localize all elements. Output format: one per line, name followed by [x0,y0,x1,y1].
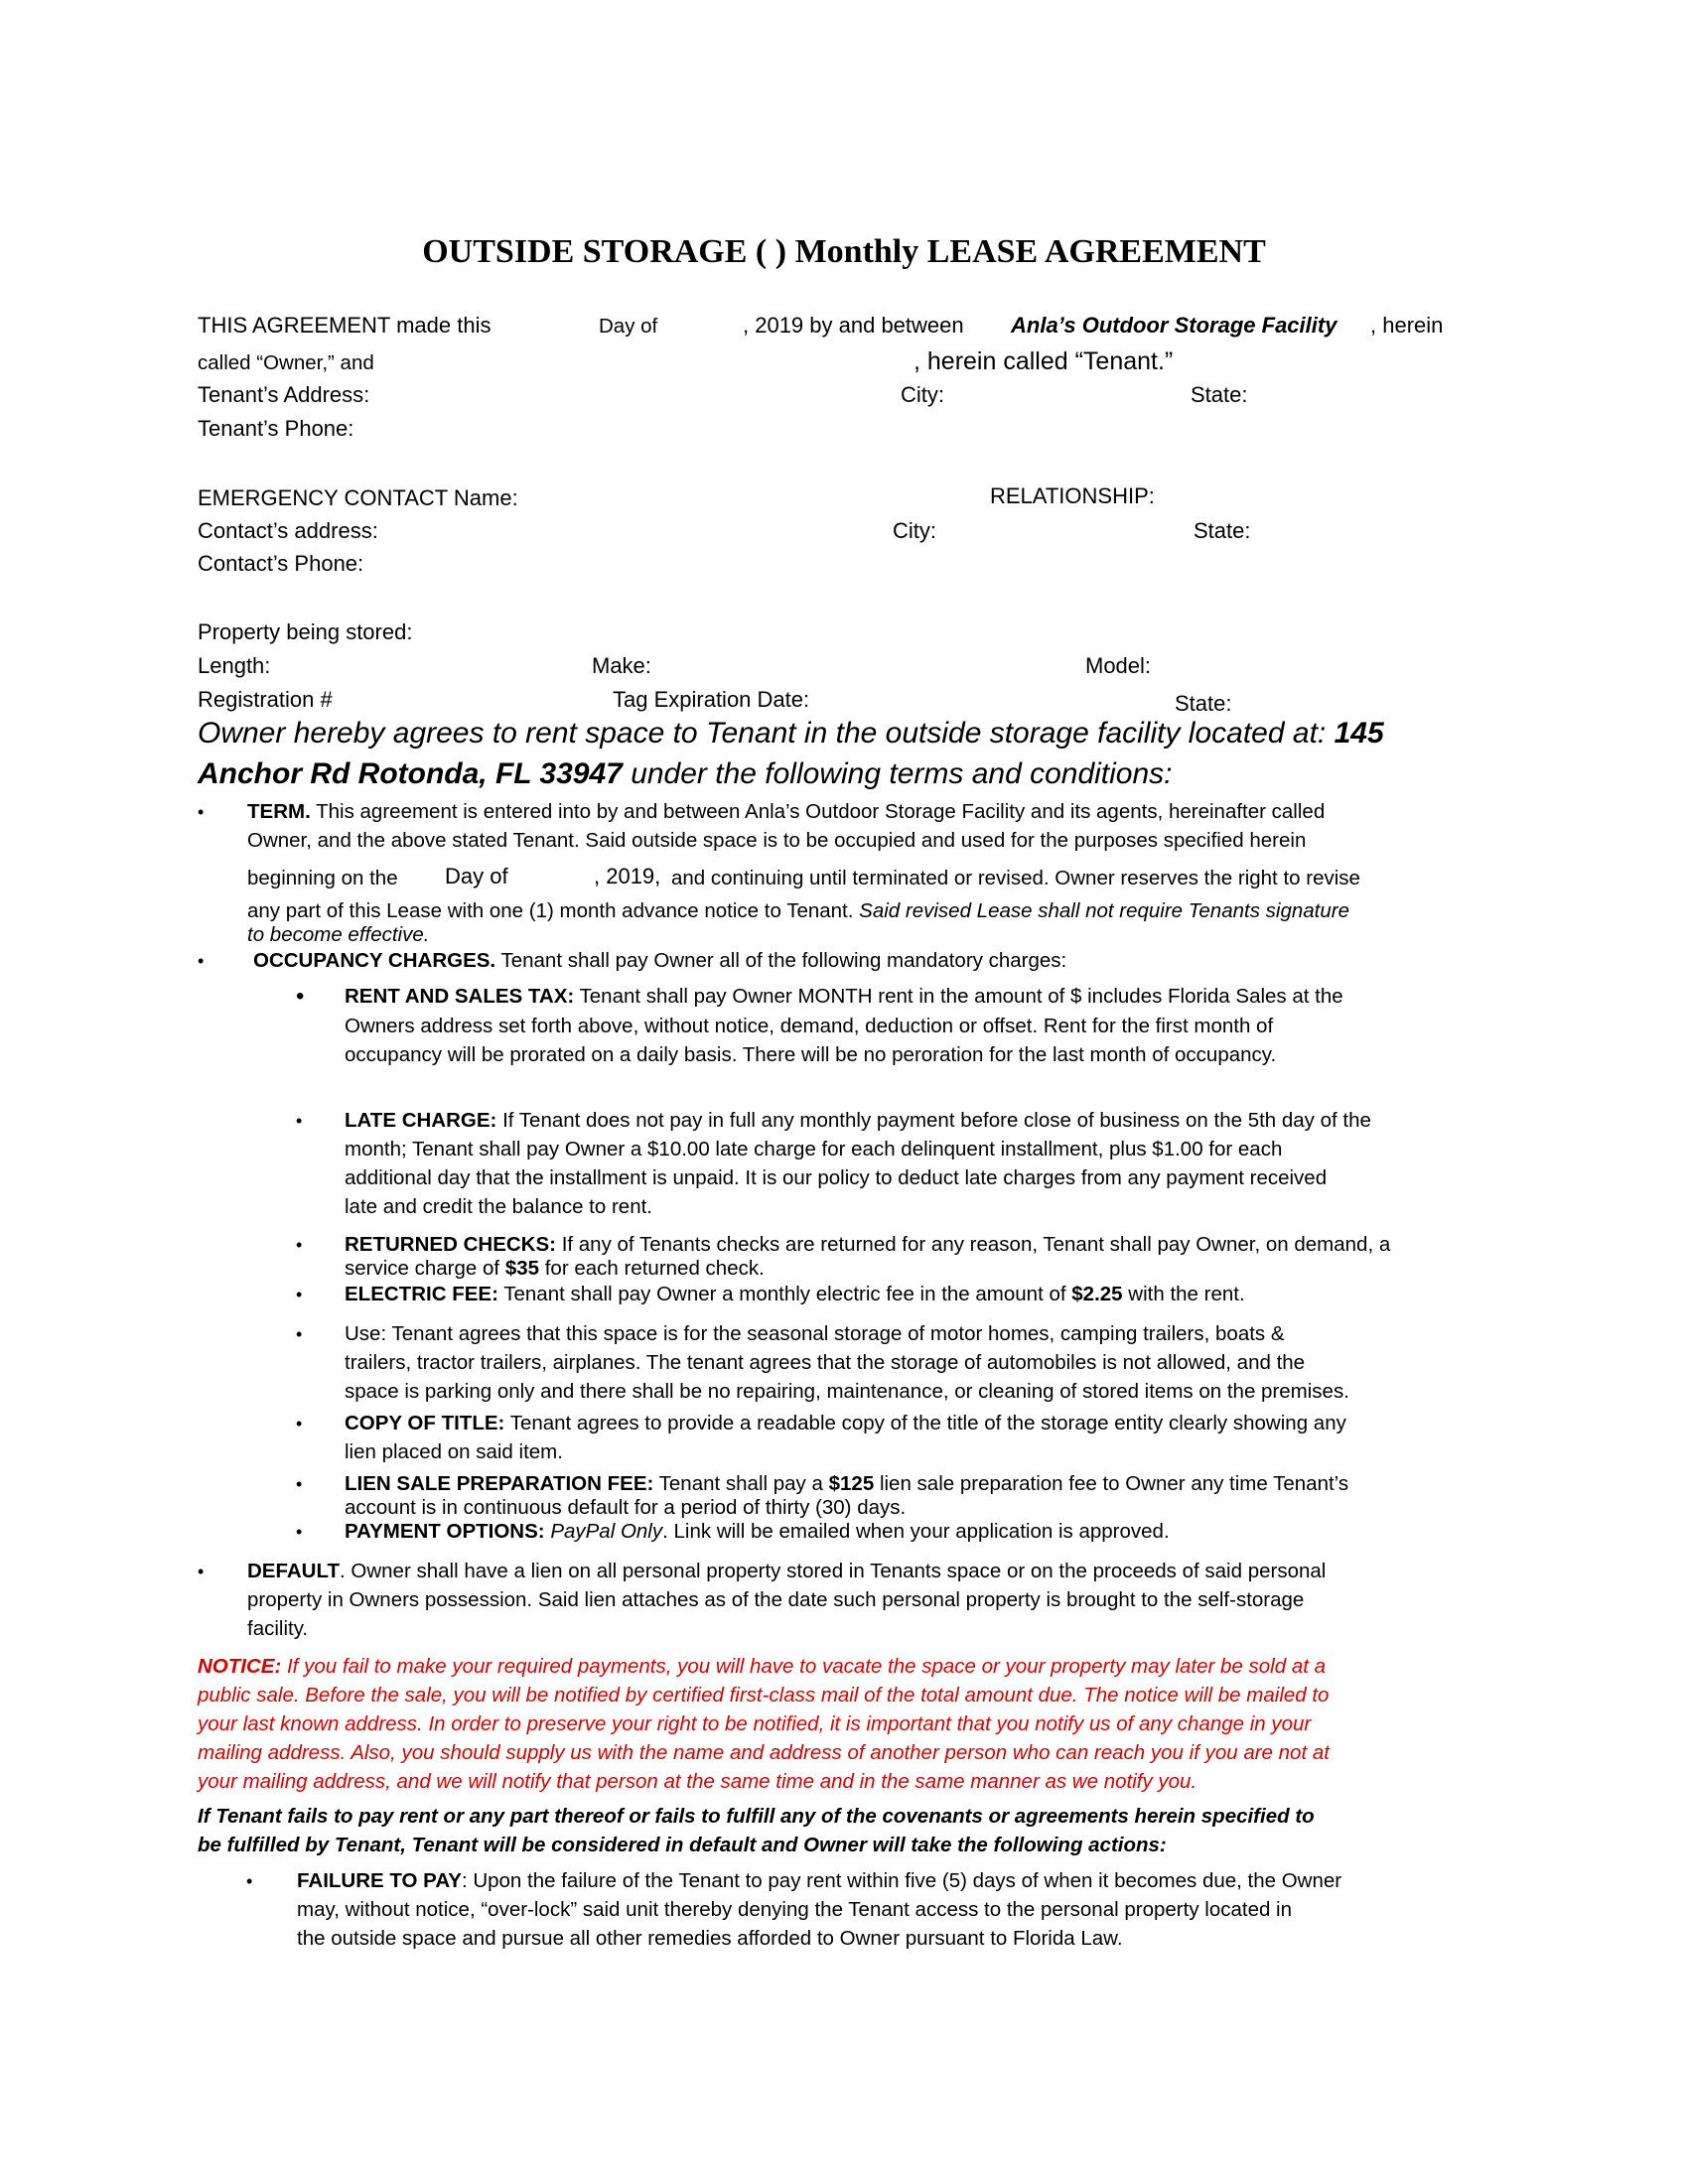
copy-of-title-line-2: lien placed on said item. [345,1440,563,1463]
agreement-address-number: 145 [1334,717,1384,750]
default-line-2: property in Owners possession. Said lien attaches as of the date such personal property is brought to the self-storage [247,1588,1305,1611]
electric-fee-text: Tenant shall pay Owner a monthly electric fee in the amount of [503,1283,1066,1305]
notice-text-1: If you fail to make your required payments, you will have to vacate the space or your property may later be sold at a [286,1655,1327,1678]
rent-bullet: • [296,983,305,1010]
late-charge-bullet: • [296,1111,303,1131]
returned-checks-bullet: • [296,1235,303,1255]
default-label: DEFAULT [247,1560,341,1582]
term-line-5: to become effective. [247,923,430,946]
default-actions-line-1: If Tenant fails to pay rent or any part thereof or fails to fulfill any of the covenants or agreements herein specified to [198,1805,1315,1828]
model-label: Model: [1085,653,1152,678]
term-line-3: and continuing until terminated or revised. Owner reserves the right to revise [671,867,1360,889]
default-actions-line-2: be fulfilled by Tenant, Tenant will be considered in default and Owner will take the following actions: [198,1834,1167,1856]
emergency-name-label: EMERGENCY CONTACT Name: [198,485,518,510]
term-text-4: any part of this Lease with one (1) month advance notice to Tenant. [247,899,854,922]
length-label: Length: [198,653,271,678]
intro-called-tenant: , herein called “Tenant.” [914,347,1174,375]
notice-line-4: mailing address. Also, you should supply us with the name and address of another person who can reach you if you are not at [198,1741,1330,1764]
term-bullet: • [198,802,205,822]
emergency-relationship-label: RELATIONSHIP: [990,483,1155,508]
lien-sale-label: LIEN SALE PREPARATION FEE: [345,1472,654,1495]
rent-label: RENT AND SALES TAX: [345,985,575,1008]
electric-fee-amount: $2.25 [1071,1283,1123,1305]
notice-line-3: your last known address. In order to preserve your right to be notified, it is important that you notify us of any change in your [198,1712,1312,1735]
lien-sale-bullet: • [296,1474,303,1494]
page-title: OUTSIDE STORAGE ( ) Monthly LEASE AGREEMENT [422,233,1266,270]
notice-line-5: your mailing address, and we will notify that person at the same time and in the same manner as we notify you. [198,1770,1197,1793]
electric-fee-bullet: • [296,1285,303,1304]
late-charge-line-4: late and credit the balance to rent. [345,1195,652,1218]
use-line-3: space is parking only and there shall be no repairing, maintenance, or cleaning of stored items on the premises. [345,1380,1349,1403]
term-text-4-italic: Said revised Lease shall not require Tenants signature [859,899,1349,922]
agreement-line-2-text: under the following terms and conditions: [631,757,1173,790]
default-line-3: facility. [247,1617,309,1640]
term-text-1: This agreement is entered into by and between Anla’s Outdoor Storage Facility and its agents, hereinafter called [316,800,1326,823]
notice-line-1 [198,1653,1326,1681]
late-charge-line-3: additional day that the installment is unpaid. It is our policy to deduct late charges from any payment received [345,1166,1328,1189]
failure-text-1: : Upon the failure of the Tenant to pay rent within five (5) days of when it becomes due, the Owner [461,1869,1342,1892]
returned-checks-amount: $35 [504,1257,540,1280]
copy-of-title-bullet: • [296,1414,303,1433]
returned-checks-tail: for each returned check. [544,1257,765,1280]
term-line-2: Owner, and the above stated Tenant. Said outside space is to be occupied and used for the purposes specified herein [247,829,1307,852]
lien-sale-line-2: account is in continuous default for a period of thirty (30) days. [345,1496,907,1519]
payment-options-bullet: • [296,1522,303,1542]
late-charge-text-1: If Tenant does not pay in full any monthly payment before close of business on the 5th day of the [502,1109,1371,1132]
property-state-label: State: [1175,691,1232,716]
tag-expiration-label: Tag Expiration Date: [613,687,810,712]
late-charge-label: LATE CHARGE: [345,1109,497,1132]
registration-label: Registration # [198,687,333,712]
occupancy-text: Tenant shall pay Owner all of the following mandatory charges: [500,949,1067,972]
contact-city-label: City: [893,518,936,543]
agreement-line-1-text: Owner hereby agrees to rent space to Tenant in the outside storage facility located at: [198,717,1327,750]
intro-called-owner: called “Owner,” and [198,351,374,374]
tenant-address-label: Tenant’s Address: [198,382,370,407]
default-text-1: . Owner shall have a lien on all personal property stored in Tenants space or on the proceeds of said personal [340,1560,1327,1582]
agreement-line-1 [198,714,1384,753]
failure-line-3: the outside space and pursue all other remedies afforded to Owner pursuant to Florida Law. [297,1927,1123,1950]
payment-options-text: . Link will be emailed when your application is approved. [662,1520,1170,1543]
intro-herein: , herein [1370,313,1444,338]
rent-text-1: Tenant shall pay Owner MONTH rent in the amount of $ includes Florida Sales at the [579,985,1343,1008]
tenant-city-label: City: [901,382,944,407]
tenant-phone-label: Tenant’s Phone: [198,416,354,441]
payment-options-label: PAYMENT OPTIONS: [345,1520,545,1543]
contact-phone-label: Contact’s Phone: [198,551,364,576]
copy-of-title-line-1 [345,1410,1346,1437]
lien-sale-tail: lien sale preparation fee to Owner any time Tenant’s [879,1472,1349,1495]
returned-checks-line-2 [345,1255,765,1283]
make-label: Make: [592,653,651,678]
payment-options-line [345,1518,1170,1546]
contact-state-label: State: [1194,518,1251,543]
electric-fee-line [345,1281,1245,1308]
late-charge-line-1 [345,1107,1371,1135]
agreement-line-2 [198,754,1173,794]
intro-day-of: Day of [599,315,658,338]
failure-line-1 [297,1867,1341,1895]
intro-year-between: , 2019 by and between [743,313,964,338]
returned-checks-text-2: service charge of [345,1257,500,1280]
payment-options-italic: PayPal Only [550,1520,663,1543]
facility-name: Anla’s Outdoor Storage Facility [1011,313,1337,338]
property-heading: Property being stored: [198,619,413,644]
copy-of-title-text-1: Tenant agrees to provide a readable copy of the title of the storage entity clearly showing any [509,1412,1346,1434]
returned-checks-label: RETURNED CHECKS: [345,1233,556,1256]
electric-fee-label: ELECTRIC FEE: [345,1283,498,1305]
term-label: TERM. [247,800,311,823]
intro-made-this: THIS AGREEMENT made this [198,313,492,338]
term-beginning: beginning on the [247,867,398,889]
lien-sale-text-1: Tenant shall pay a [658,1472,823,1495]
agreement-address: Anchor Rd Rotonda, FL 33947 [198,757,623,790]
occupancy-line [253,947,1066,975]
rent-line-1 [345,983,1343,1011]
late-charge-line-2: month; Tenant shall pay Owner a $10.00 late charge for each delinquent installment, plus $1.00 for each [345,1138,1283,1160]
term-year: , 2019, [594,864,661,888]
term-day-of: Day of [445,864,508,888]
rent-line-3: occupancy will be prorated on a daily basis. There will be no peroration for the last month of occupancy. [345,1043,1277,1066]
default-line-1 [247,1558,1326,1585]
term-line-1 [247,798,1325,826]
tenant-state-label: State: [1191,382,1248,407]
use-line-2: trailers, tractor trailers, airplanes. The tenant agrees that the storage of automobiles is not allowed, and the [345,1351,1306,1374]
electric-fee-tail: with the rent. [1128,1283,1245,1305]
failure-bullet: • [246,1871,253,1891]
returned-checks-text-1: If any of Tenants checks are returned for any reason, Tenant shall pay Owner, on demand, a [561,1233,1391,1256]
notice-line-2: public sale. Before the sale, you will be notified by certified first-class mail of the total amount due. The notice will be mailed to [198,1684,1330,1706]
lien-sale-amount: $125 [828,1472,875,1495]
occupancy-bullet: • [198,951,205,971]
rent-line-2: Owners address set forth above, without notice, demand, deduction or offset. Rent for the first month of [345,1015,1274,1037]
notice-label: NOTICE: [198,1655,282,1678]
default-bullet: • [198,1562,205,1581]
failure-line-2: may, without notice, “over-lock” said unit thereby denying the Tenant access to the personal property located in [297,1898,1293,1921]
occupancy-label: OCCUPANCY CHARGES. [253,949,496,972]
use-bullet: • [296,1324,303,1344]
copy-of-title-label: COPY OF TITLE: [345,1412,505,1434]
failure-label: FAILURE TO PAY [297,1869,462,1892]
contact-address-label: Contact’s address: [198,518,378,543]
use-line-1: Use: Tenant agrees that this space is for the seasonal storage of motor homes, camping trailers, boats & [345,1322,1285,1345]
